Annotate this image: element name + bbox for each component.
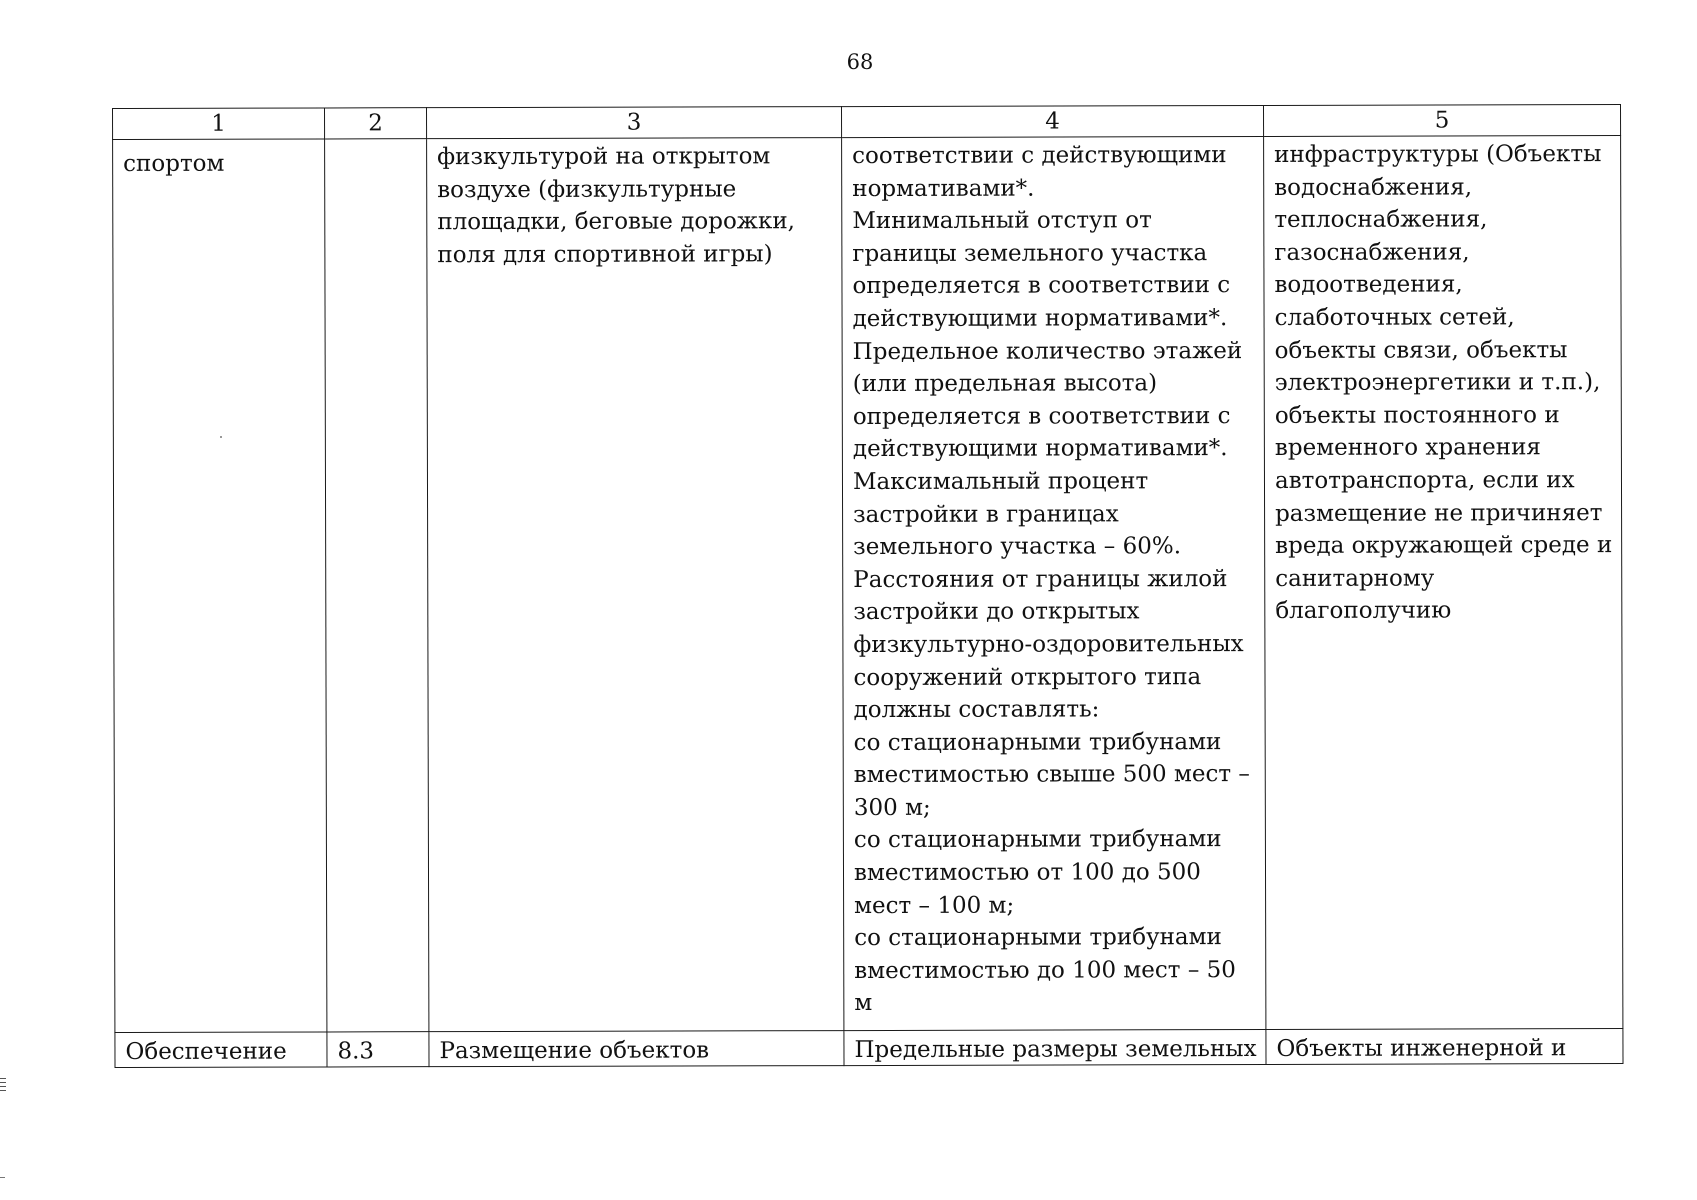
text-line: поля для спортивной игры) [437,241,773,268]
text-line: электроэнергетики и т.п.), [1274,369,1601,397]
text-line: застройки в границах [853,500,1119,528]
text-line: физкультурно-оздоровительных [853,630,1244,658]
cell-auxiliary-uses: Объекты инженерной и [1266,1029,1623,1065]
cell-code: 8.3 [327,1032,429,1067]
text-line: нормативами*. [852,175,1035,202]
text-line: водоотведения, [1274,271,1463,299]
text-line: (или предельная высота) [852,370,1158,398]
header-cell-3: 3 [427,107,842,139]
header-cell-2: 2 [325,108,427,139]
page-number: 68 [846,50,874,74]
cell-parameters: Предельные размеры земельных [844,1029,1266,1065]
text-line: слаботочных сетей, [1274,304,1515,331]
text-line: границы земельного участка [852,239,1208,267]
text-line: инфраструктуры (Объекты [1274,141,1602,168]
cell-category-name [113,139,327,1033]
text-line: сооружений открытого типа [853,663,1202,691]
text-line: со стационарными трибунами [853,728,1222,756]
table-header-row [113,105,1621,140]
text-line: м [854,990,873,1017]
text-line: действующими нормативами*. [852,305,1228,333]
text-line: физкультурой на открытом [437,143,771,171]
text-line: вместимостью до 100 мест – 50 [854,956,1236,984]
cell-code [325,139,429,1032]
scan-edge-dash [0,1177,5,1178]
text-line: объекты постоянного и [1274,401,1560,429]
text-line: должны составлять: [853,696,1100,724]
scan-edge-mark [0,1078,6,1092]
text-line: определяется в соответствии с [852,402,1231,430]
text-line: определяется в соответствии с [852,272,1231,300]
text-line: теплоснабжения, [1274,206,1488,234]
scan-speck [220,436,222,438]
text-line: автотранспорта, если их [1274,467,1575,494]
header-cell-1: 1 [113,108,325,140]
text-line: Минимальный отступ от [852,207,1152,235]
text-line: вместимостью от 100 до 500 [853,859,1201,887]
text-line: размещение не причиняет [1275,499,1603,527]
cell-auxiliary-uses [1264,136,1623,1030]
text-line: объекты связи, объекты [1274,336,1568,364]
text-line: Максимальный процент [852,468,1149,495]
text-line: спортом [123,150,225,177]
text-line: вместимостью свыше 500 мест – [853,761,1250,789]
text-line: вреда окружающей среде и [1275,532,1613,560]
text-line: соответствии с действующими [852,142,1227,170]
text-line: со стационарными трибунами [854,924,1222,952]
text-line: мест – 100 м; [854,892,1015,919]
cell-description [427,138,844,1032]
header-cell-4: 4 [841,105,1263,137]
text-line: земельного участка – 60%. [853,533,1182,561]
text-line: водоснабжения, [1274,174,1473,201]
text-line: благополучию [1275,597,1452,625]
cell-parameters [842,136,1266,1030]
cell-category-name: Обеспечение [115,1032,327,1068]
text-line: со стационарными трибунами [853,826,1222,854]
table-row [115,1029,1623,1068]
text-line: 300 м; [853,794,931,821]
text-line: временного хранения [1274,434,1541,462]
text-line: воздухе (физкультурные [437,175,737,203]
text-line: застройки до открытых [853,598,1140,626]
text-line: площадки, беговые дорожки, [437,208,796,236]
text-line: газоснабжения, [1274,239,1470,266]
regulations-table [112,104,1624,1068]
header-cell-5: 5 [1263,105,1620,137]
text-line: санитарному [1275,565,1435,592]
text-line: действующими нормативами*. [852,435,1228,463]
cell-description: Размещение объектов [429,1031,844,1067]
table-row [113,136,1623,1033]
text-line: Предельное количество этажей [852,337,1243,365]
text-line: Расстояния от границы жилой [853,565,1228,593]
